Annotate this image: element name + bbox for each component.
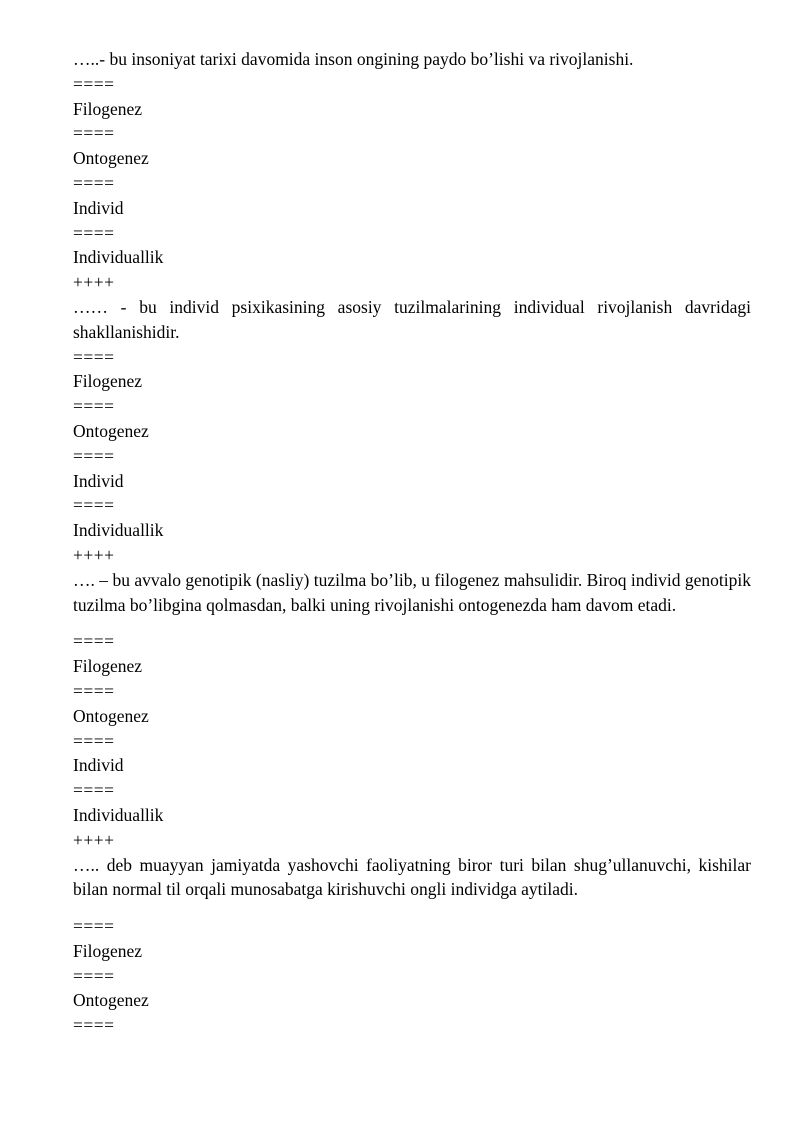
option-separator: ==== [73,123,115,144]
option-label: Individ [73,470,124,491]
document-page [73,47,751,1038]
option-separator: ==== [73,631,115,652]
option-label: Individ [73,197,124,218]
option-separator: ==== [73,730,115,751]
question-1-text: …..- bu insoniyat tarixi davomida inson ongining paydo bo’lishi va rivojlanishi. [73,49,634,69]
option-label: Filogenez [73,940,143,961]
option-separator: ==== [73,73,115,94]
option-separator: ==== [73,346,115,367]
option-label: Individ [73,755,124,776]
option-separator: ==== [73,172,115,193]
option-label: Individuallik [73,804,164,825]
question-end-marker: ++++ [73,544,115,565]
option-label: Ontogenez [73,990,149,1011]
option-separator: ==== [73,680,115,701]
option-label: Filogenez [73,98,143,119]
question-end-marker: ++++ [73,829,115,850]
option-separator: ==== [73,495,115,516]
option-label: Filogenez [73,371,143,392]
question-end-marker: ++++ [73,272,115,293]
option-label: Individuallik [73,247,164,268]
option-label: Ontogenez [73,705,149,726]
option-label: Filogenez [73,656,143,677]
option-separator: ==== [73,916,115,937]
option-label: Ontogenez [73,148,149,169]
option-separator: ==== [73,445,115,466]
option-label: Ontogenez [73,420,149,441]
option-separator: ==== [73,965,115,986]
question-2-text: …… - bu individ psixikasining asosiy tuzilmalarining individual rivojlanish davridagi shakllanishidir. [73,296,751,342]
option-separator: ==== [73,780,115,801]
question-3-text: …. – bu avvalo genotipik (nasliy) tuzilma bo’lib, u filogenez mahsulidir. Biroq individ genotipik tuzilma bo’libgina qolmasdan, balki uning rivojlanishi ontogenezda ham davom etadi. [73,569,751,615]
option-separator: ==== [73,1015,115,1036]
option-separator: ==== [73,222,115,243]
question-4-text: ….. deb muayyan jamiyatda yashovchi faoliyatning biror turi bilan shug’ullanuvchi, kishilar bilan normal til orqali munosabatga kirishuvchi ongli individga aytiladi. [73,854,751,900]
option-label: Individuallik [73,520,164,541]
option-separator: ==== [73,396,115,417]
